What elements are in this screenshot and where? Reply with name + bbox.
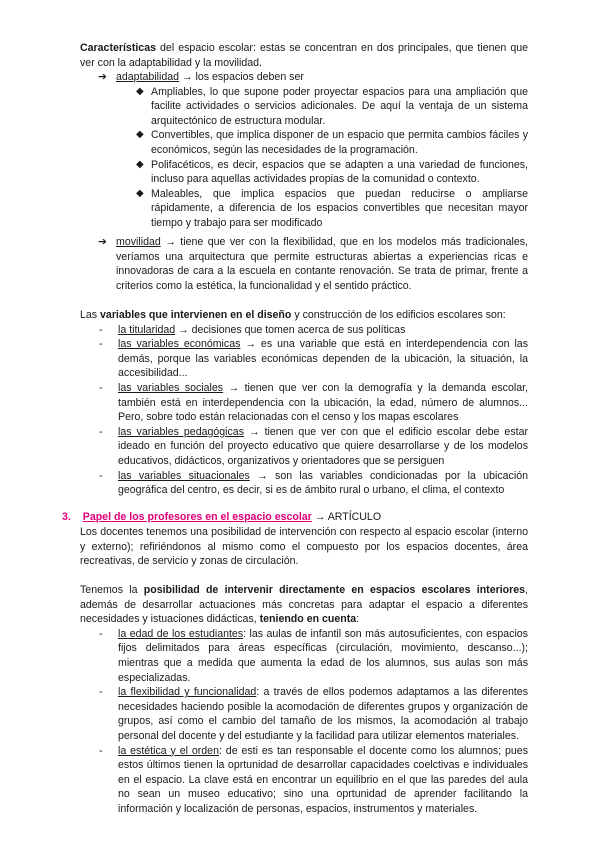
- arrow-bullet-icon: ➔: [98, 236, 107, 248]
- section-3-heading: [62, 510, 528, 525]
- diamond-bullet-icon: ◆: [136, 85, 144, 97]
- dash-bullet: -: [99, 425, 103, 438]
- list-item: [80, 685, 528, 743]
- list-item-term: las variables económicas: [118, 338, 241, 351]
- list-item-text: → decisiones que tomen acerca de sus políticas: [175, 323, 406, 336]
- list-item: [80, 627, 528, 685]
- dash-bullet: -: [99, 627, 103, 640]
- dash-bullet: -: [99, 338, 103, 351]
- diamond-bullet-icon: ◆: [136, 158, 144, 170]
- posibilidad-intro: [80, 583, 528, 627]
- variables-post: y construcción de los edificios escolares son:: [291, 309, 506, 321]
- dash-bullet: -: [99, 469, 103, 482]
- posibilidad-post: :: [356, 613, 360, 626]
- list-item-term: la titularidad: [118, 323, 176, 336]
- movilidad-term: movilidad: [116, 236, 161, 248]
- arrow-bullet-icon: ➔: [98, 71, 107, 83]
- list-item-text: Ampliables, lo que supone poder proyectar espacios para una ampliación que facilite actividades o servicios adicionales. De aquí la ventaja de un sistema arquitectónico de estructura modular.: [151, 85, 528, 127]
- intro-bold: Características: [80, 42, 156, 54]
- list-item-term: la estética y el orden: [118, 744, 219, 757]
- list-item-text: Polifacéticos, es decir, espacios que se adapten a una variedad de funciones, incluso para aquellas actividades propias de la comunidad o contexto.: [151, 158, 528, 186]
- adaptabilidad-list: [80, 85, 528, 231]
- dash-bullet: -: [99, 744, 103, 757]
- diamond-bullet-icon: ◆: [136, 187, 144, 199]
- list-item-text: : las aulas de infantil son más autosuficientes, con espacios fijos delimitados para áreas específicas (circulación, movimiento, descanso...); mientras que a medida que aumenta la edad de los alumnos, sus aulas son más especializadas.: [118, 627, 528, 684]
- posibilidad-bold2: teniendo en cuenta: [259, 613, 357, 626]
- list-item: [80, 469, 528, 498]
- list-item-text: Convertibles, que implica disponer de un espacio que permita cambios fáciles y económicos, según las necesidades de la programación.: [151, 129, 528, 156]
- movilidad-text: → tiene que ver con la flexibilidad, que en los modelos más tradicionales, veríamos una arquitectura que permite estructuras abiertas a experiencias ricas e innovadoras de cara a la escuela en contante renovación. Se trata de primar, frente a criterios como la estética, la funcionalidad y el sentido práctico.: [116, 236, 528, 292]
- list-item: [80, 187, 528, 231]
- list-item-term: las variables situacionales: [118, 469, 250, 482]
- list-item-text: : de esti es tan responsable el docente como los alumnos; pues estos últimos tienen la oprtunidad de desarrollar capacidades coelctivas e individuales en el espacio. La clave está en encontrar un equilibrio en el que las paredes del aula no sean un museo educativo; sino una oprtunidad de aprender facilitando la información y localización de personas, espacios, instrumentos y materiales.: [118, 744, 528, 815]
- posibilidad-pre: Tenemos la: [80, 584, 144, 596]
- dash-bullet: -: [99, 381, 103, 394]
- list-item: [80, 744, 528, 817]
- list-item: [80, 128, 528, 157]
- adaptabilidad-term: adaptabilidad: [116, 71, 180, 83]
- dash-bullet: -: [99, 323, 103, 336]
- posibilidad-mid: , además de desarrollar actuaciones más concretas para adaptar el espacio a diferentes necesidades y istuaciones didácticas,: [80, 584, 528, 626]
- posibilidad-section: [80, 583, 528, 817]
- dash-bullet: -: [99, 686, 103, 699]
- variables-section: [80, 308, 528, 498]
- variables-bold: variables que intervienen en el diseño: [100, 309, 292, 321]
- section-title: Papel de los profesores en el espacio escolar: [82, 511, 312, 523]
- list-item-term: las variables pedagógicas: [118, 425, 244, 438]
- list-item-text: → tienen que ver con la demografía y la demanda escolar, también está en interdependencia con la ubicación, la edad, número de alumnos... Pero, sobre todo están relacionadas con el censo y los mapas escolares: [118, 381, 528, 424]
- list-item: [80, 381, 528, 425]
- list-item: [80, 158, 528, 187]
- list-item-text: Maleables, que implica espacios que puedan reducirse o ampliarse rápidamente, a diferencia de los espacios convertibles que necesitan mayor tiempo y trabajo para ser modificado: [151, 187, 528, 229]
- list-item: [80, 85, 528, 129]
- adaptabilidad-text: → los espacios deben ser: [179, 71, 304, 83]
- variables-pre: Las: [80, 309, 101, 321]
- adaptabilidad-item: [80, 70, 528, 85]
- posibilidad-bold: posibilidad de intervenir directamente en espacios escolares interiores: [143, 584, 526, 596]
- list-item: [80, 337, 528, 381]
- movilidad-section: [80, 235, 528, 293]
- list-item-term: la flexibilidad y funcionalidad: [118, 686, 257, 699]
- intro-paragraph: [80, 41, 528, 70]
- list-item-term: las variables sociales: [118, 381, 224, 394]
- section-suffix: → ARTÍCULO: [311, 511, 382, 523]
- diamond-bullet-icon: ◆: [136, 129, 144, 141]
- list-item-text: → es una variable que está en interdependencia con las demás, porque las variables económicas dependen de la ubicación, la situación, la accesibilidad...: [118, 338, 528, 380]
- section-3-text: Los docentes tenemos una posibilidad de intervención con respecto al espacio escolar (interno y externo); refiriéndonos al mismo como el compuesto por los espacios docentes, área recreativas, de servicio y zonas de circulación.: [80, 526, 528, 568]
- variables-intro: [80, 308, 528, 323]
- movilidad-item: [80, 235, 528, 293]
- section-3-paragraph: [80, 525, 528, 569]
- list-item: [80, 323, 528, 338]
- adaptabilidad-section: [80, 70, 528, 231]
- intro-text: del espacio escolar: estas se concentran en dos principales, que tienen que ver con la adaptabilidad y la movilidad.: [80, 42, 528, 69]
- section-number: 3.: [62, 511, 71, 523]
- list-item-text: → son las variables condicionadas por la ubicación geográfica del centro, es decir, si es de ámbito rural o urbano, el clima, el contexto: [118, 469, 528, 497]
- list-item-term: la edad de los estudiantes: [118, 627, 244, 640]
- list-item-text: → tienen que ver con que el edificio escolar debe estar ideado en función del proyecto educativo que quiere desarrollarse y de los modelos educativos, didácticos, organizativos y orientadores que se persiguen: [118, 425, 528, 467]
- list-item-text: : a través de ellos podemos adaptamos a las diferentes necesidades haciendo posible la acomodación de diferentes grupos y organización de grupos, así como el cambio del tamaño de los mismos, la acomodación al trabajo personal del docente y del estudiante y la facilidad para utilizar elementos materiales.: [118, 686, 528, 742]
- list-item: [80, 425, 528, 469]
